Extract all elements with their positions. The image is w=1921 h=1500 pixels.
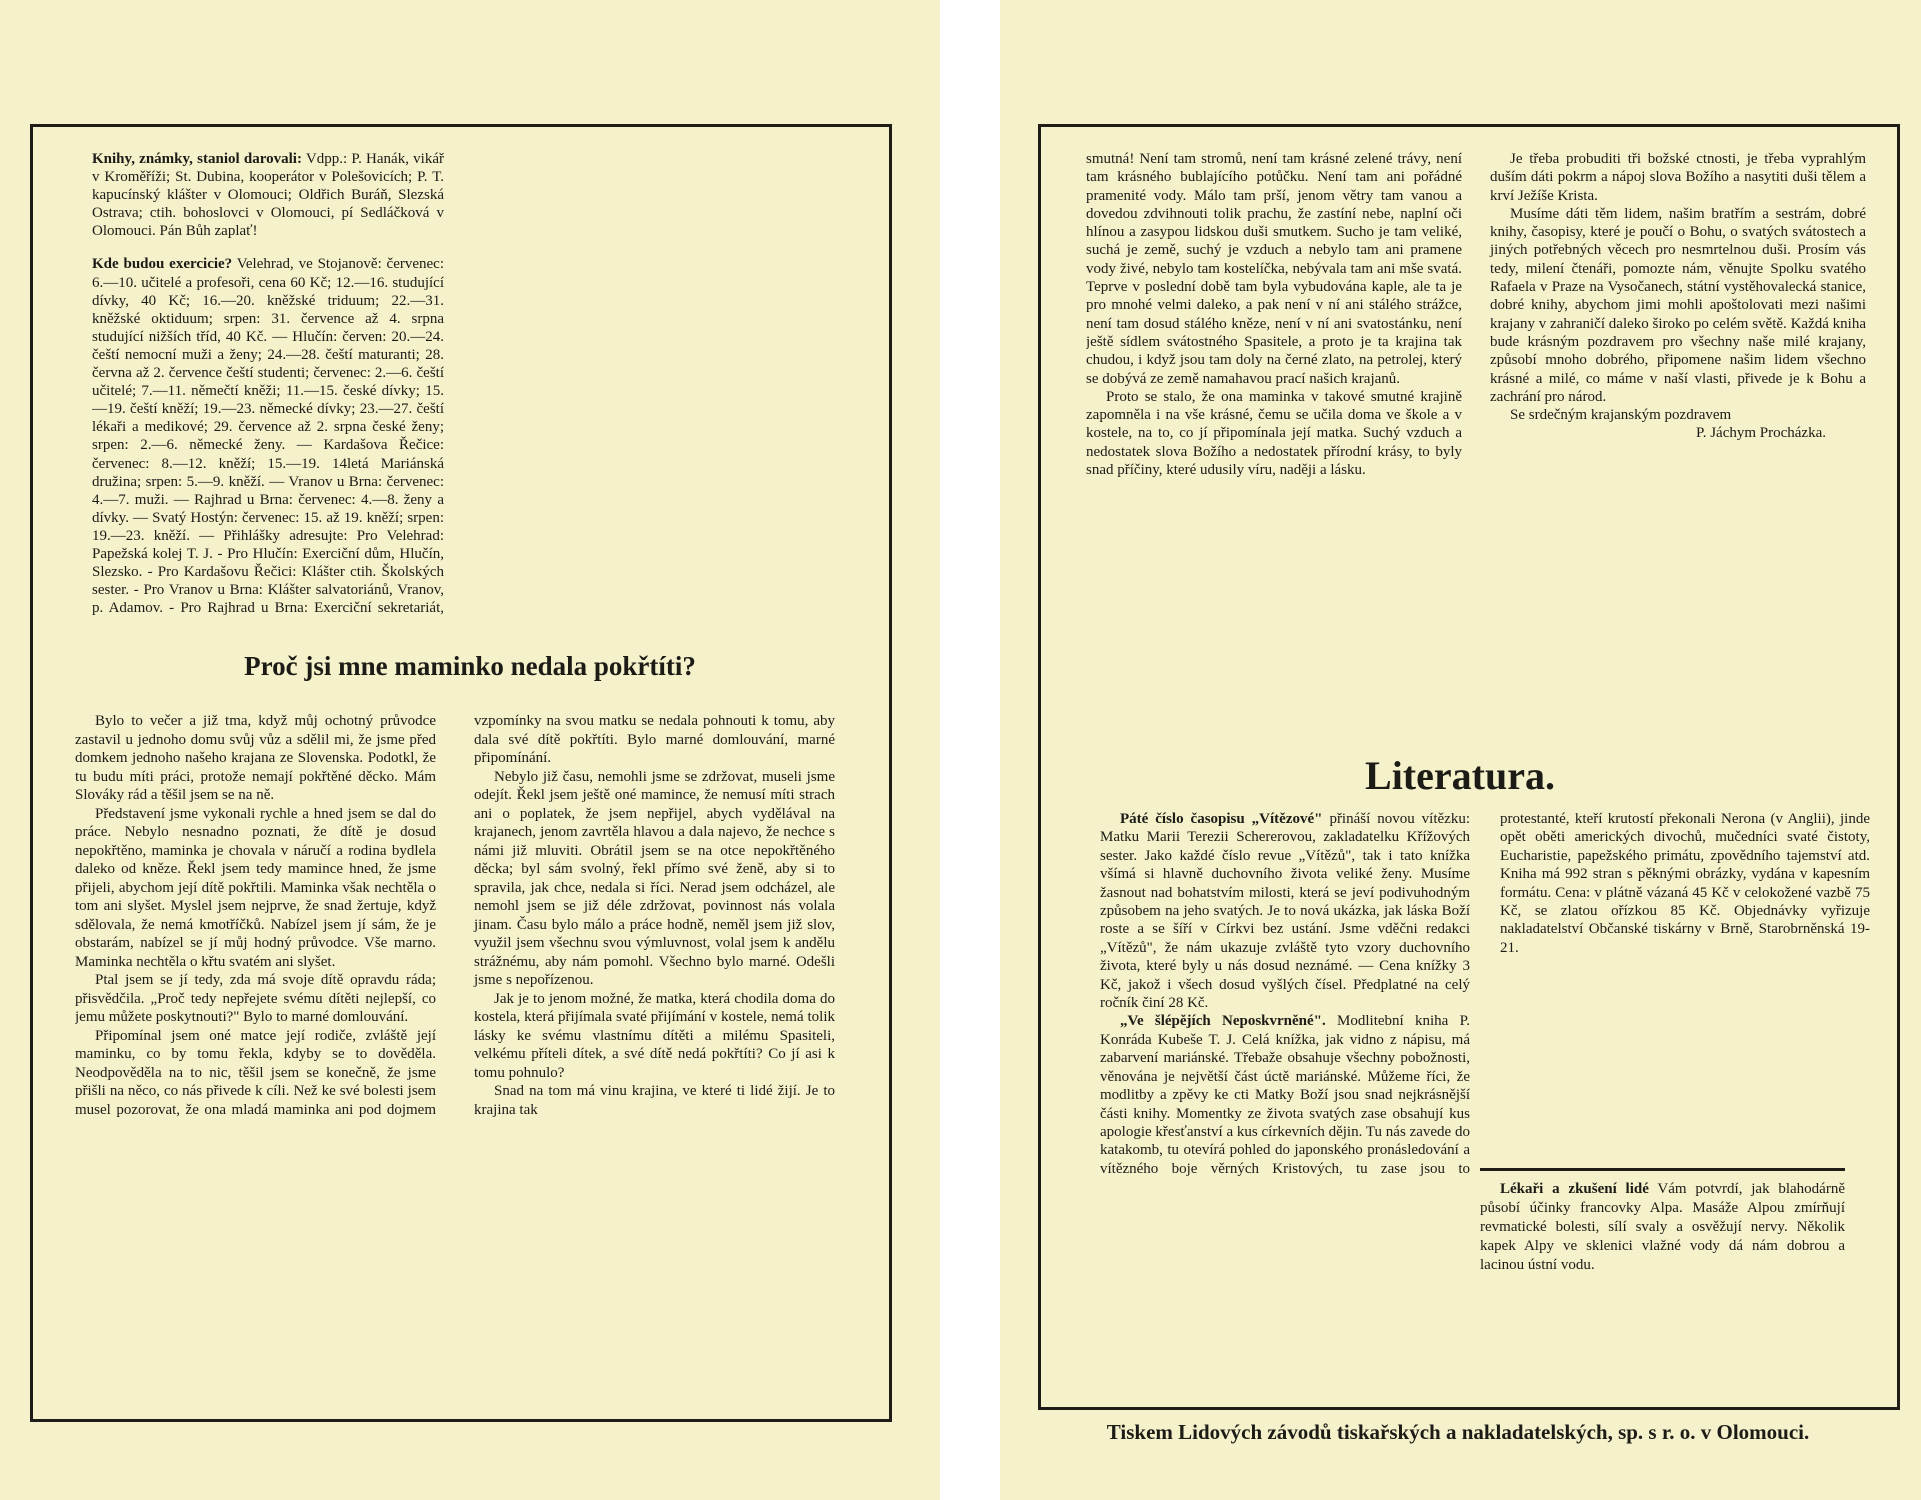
printer-footer: Tiskem Lidových závodů tiskařských a nakladatelských, sp. s r. o. v Olomouci. [1106, 1420, 1810, 1444]
story-paragraph: Jak je to jenom možné, že matka, která chodila doma do kostela, která přijímala svaté přijímání v kostele, nemá tolik lásky ke svému vlastnímu dítěti a milému Spasiteli, velkému příteli dítek, a své dítě nedá pokřtíti? Co jí asi k tomu pohnulo? [474, 990, 835, 1081]
review-1-lead: Páté číslo časopisu „Vítězové" [1120, 811, 1323, 827]
story-paragraph: Připomínal jsem oné matce její rodiče, zvláště její maminku, co by tomu řekla, kdyby se to dověděla. Neodpověděla na to nic, těšil jsem se konečně, že jsme přišli na něco, co nás přivede k cíli. Než ke své bolesti jsem musel pozorovat, že ona mladá maminka ani pod dojmem vzpomínky na svou matku se nedala pohnouti k tomu, aby dala své dítě pokřtíti. Bylo marné domlouvání, marné připomínání. [75, 713, 835, 1118]
story-paragraph: Je třeba probuditi tři božské ctnosti, je třeba vyprahlým duším dáti pokrm a nápoj slova Božího a nasytiti duši tělem a krví Ježíše Krista. [1490, 151, 1866, 204]
review-1-text: přináší novou vítězku: Matku Marii Terezii Schererovou, zakladatelku Křížových sester. Jako každé číslo revue „Vítězů", tak i tato knížka všímá si hlavně duchovního života veliké ženy. Musíme žasnout nad bohatstvím milosti, která se jeví podivuhodným způsobem na jeho svatých. Je to nová ukázka, jak láska Boží roste a se šíří v Církvi bez ustání. Jsme vděčni redakci „Vítězů", že nám ukazuje zvláště tyto vzory duchovního života, které byly u nás dosud neznámé. — Cena knížky 3 Kč, jakož i všech dosud vyšlých čísel. Předplatné na celý ročník činí 28 Kč. [1100, 811, 1470, 1012]
alpa-advertisement [1480, 1180, 1845, 1375]
exercises-paragraph [92, 255, 444, 618]
story-title: Proč jsi mne maminko nedala pokřtíti? [244, 651, 696, 681]
ad-text: Vám potvrdí, jak blahodárně působí účinky francovky Alpa. Masáže Alpou zmírňují revmatické bolesti, sílí svaly a osvěžují nervy. Několik kapek Alpy ve sklenici vlažné vody dá nám dobrou a lacinou ústní vodu. [1480, 1181, 1845, 1273]
review-2-lead: „Ve šlépějích Neposkvrněné". [1120, 1013, 1326, 1030]
donors-paragraph [92, 150, 444, 240]
exercises-text: Velehrad, ve Stojanově: červenec: 6.—10. učitelé a profesoři, cena 60 Kč; 12.—16. studující dívky, 40 Kč; 16.—20. kněžské triduum; 22.—31. kněžské oktiduum; srpen: 31. července až 4. srpna studující nižších tříd, 40 Kč. — Hlučín: červen: 20.—24. čeští nemocní muži a ženy; 24.—28. čeští maturanti; 28. června až 2. července čeští studenti; červenec: 2.—6. čeští učitelé; 7.—11. němečtí kněži; 11.—15. české dívky; 15.—19. čeští kněží; 19.—23. německé dívky; 23.—27. čeští lékaři a medikové; 29. července až 2. srpna české ženy; srpen: 2.—6. německé ženy. — Kardašova Řečice: červenec: 8.—12. kněží; 15.—19. 14letá Mariánská družina; srpen: 5.—9. kněží. — Vranov u Brna: červenec: 4.—7. muži. — Rajhrad u Brna: červenec: 4.—8. ženy a dívky. — Svatý Hostýn: červenec: 15. až 19. kněží; srpen: 19.—23. kněží. — Přihlášky adresujte: Pro Velehrad: Papežská kolej T. J. - Pro Hlučín: Exerciční dům, Hlučín, Slezsko. - Pro Kardašovu Řečici: Klášter ctih. Školských sester. - Pro Vranov u Brna: Klášter salvatoriánů, Vranov, p. Adamov. - Pro Rajhrad u Brna: Exerciční sekretariát, [92, 256, 444, 617]
story-continued [1086, 150, 1866, 750]
story-paragraph: Ptal jsem se jí tedy, zda má svoje dítě opravdu ráda; přisvědčila. „Proč tedy nepřejete svému dítěti nejlepší, co jemu můžete poskytnouti?" Bylo to marné domlouvání. [75, 972, 436, 1025]
story-paragraph: Představení jsme vykonali rychle a hned jsem se dal do práce. Nebylo nesnadno poznati, že dítě je dosud nepokřtěno, maminka je chovala v náručí a rodina bydlela daleko od kněze. Řekl jsem tedy mamince hned, že jsme přijeli, abychom její dítě pokřtili. Maminka však nechtěla o tom ani slyšet. Myslel jsem nejprve, že snad žertuje, když sdělovala, že nemá kmotříčků. Nabízel jsem jí sám, že je obstarám, nabízel se jí můj hodný průvodce. Vše marno. Maminka nechtěla o křtu svatém ani slyšet. [75, 805, 436, 970]
donors-text: Vdpp.: P. Hanák, vikář v Kroměříži; St. Dubina, kooperátor v Polešovicích; P. T. kapucínský klášter v Olomouci; Oldřich Buráň, Slezská Ostrava; ctih. bohoslovci v Olomouci, pí Sedláčková v Olomouci. Pán Bůh zaplať! [92, 151, 444, 240]
story-paragraph: smutná! Není tam stromů, není tam krásné zelené trávy, není tam krásného bublajícího potůčku. Není tam ani pořádné pramenité vody. Málo tam prší, jenom větry tam vanou a dovedou zdvihnouti tolik prachu, že zastíní nebe, naplní oči hlínou a zasypou lidskou duši smutkem. Sucho je tam veliké, suchá je země, suchý je vzduch a nebylo tam ani pramene vody živé, nebylo tam kostelíčka, nebývala tam ani mše svatá. Teprve v poslední době tam byla vybudována kaple, ale ta je pro mnohé velmi daleko, a pak není v ní ani stálého strážce, není tam dosud stálého kněze, není v ní ani svatostánku, není ještě sídlem svátostného Spasitele, a proto je ta krajina tak chudou, i když jsou tam doly na černé zlato, na petrolej, který se dobývá ze země namahavou prací našich krajanů. [1086, 151, 1462, 387]
literature-title: Literatura. [1365, 753, 1555, 798]
ad-lead: Lékaři a zkušení lidé [1500, 1181, 1649, 1197]
story-paragraph: Proto se stalo, že ona maminka v takové smutné krajině zapomněla i na vše krásné, čemu se učila doma ve škole a v kostele, na to, co jí připomínala její matka. Suchý vzduch a nedostatek slova Božího a nedostatek přírodní krásy, to byly snad příčiny, které udusily víru, naději a lásku. [1086, 388, 1462, 479]
right-page [1000, 0, 1921, 1500]
ad-separator [1480, 1168, 1845, 1171]
left-page [0, 0, 940, 1500]
donors-lead: Knihy, známky, staniol darovali: [92, 151, 302, 167]
story-paragraph: Nebylo již času, nemohli jsme se zdržovat, museli jsme odejít. Řekl jsem ještě oné mamince, že nemusí míti strach ani o poplatek, že jsem nepřijel, abych vydělával na krajanech, jenom zavrtěla hlavou a dala najevo, že nechce s námi již mluviti. Obrátil jsem se na otce nepokřtěného děcka; byl sám svolný, řekl přímo své ženě, aby si to spravila, jak chce, nedala si říci. Nerad jsem odcházel, ale nemohl jsem se již déle zdržovat, povinnost nás volala jinam. Času bylo málo a práce hodně, neměl jsem již slov, využil jsem všechnu svou výmluvnost, volal jsem k andělu strážnému, aby nám pomohl. Všechno bylo marné. Odešli jsme s nepořízenou. [474, 768, 835, 988]
notices-column [92, 150, 444, 618]
author-signature: P. Jáchym Procházka. [1696, 425, 1826, 442]
literature-review-1 [1100, 810, 1470, 1012]
review-2-text: Modlitební kniha P. Konráda Kubeše T. J. Celá knížka, jak vidno z nápisu, má zabarvení mariánské. Třebaže obsahuje všechny pobožnosti, věnována je největší část úctě mariánské. Můžeme říci, že modlitby a zpěvy ke cti Matky Boží jsou snad nejkrásnější části knihy. Momentky ze života svatých zase obsahují kus apologie křesťanství a kus církevních dějin. Tu nás zavede do katakomb, tu otevírá pohled do japonského pronásledování a vítězného boje věrných Kristových, tu zase jsou to protestanté, kteří krutostí překonali Nerona (v Anglii), jinde opět oběti amerických divochů, mučedníci svaté čistoty, Eucharistie, papežského primátu, zpovědního tajemství atd. Kniha má 992 stran s pěknými obrázky, vydána v kapesním formátu. Cena: v plátně vázaná 45 Kč v celokožené vazbě 75 Kč, se zlatou ořízkou 85 Kč. Objednávky vyřizuje nakladatelství Občanské tiskárny v Brně, Starobrněnská 19-21. [1100, 811, 1870, 1177]
exercises-lead: Kde budou exercicie? [92, 256, 233, 273]
literature-body [1100, 810, 1870, 1180]
story-paragraph: Snad na tom má vinu krajina, ve které ti lidé žijí. Je to krajina tak [474, 1083, 835, 1118]
story-paragraph: Bylo to večer a již tma, když můj ochotný průvodce zastavil u jednoho domu svůj vůz a sdělil mi, že jsme před domkem jednoho našeho krajana ze Slovenska. Podotkl, že tu budu míti práci, protože nemají pokřtěné děcko. Mám Slováky rád a těšil jsem se na ně. [75, 713, 436, 803]
story-paragraph: Se srdečným krajanským pozdravem [1510, 407, 1732, 424]
story-paragraph: Musíme dáti těm lidem, našim bratřím a sestrám, dobré knihy, časopisy, které je poučí o Bohu, o svatých svátostech a jiných potřebných věcech pro nesmrtelnou duši. Prosím vás tedy, milení čtenáři, pomozte nám, věnujte Spolku svatého Rafaela v Praze na Vysočanech, státní vystěhovalecká stanice, dobré knihy, abychom jimi mohli apoštolovati mezi našimi krajany v zahraničí daleko široko po celém světě. Každá kniha bude krásným pozdravem pro všechny naše milé krajany, způsobí mnoho dobrého, připomene našim lidem všechno krásné a milé, co máme v naší vlasti, přivede je k Bohu a zachrání pro národ. [1490, 205, 1866, 405]
story-body [75, 712, 835, 1412]
